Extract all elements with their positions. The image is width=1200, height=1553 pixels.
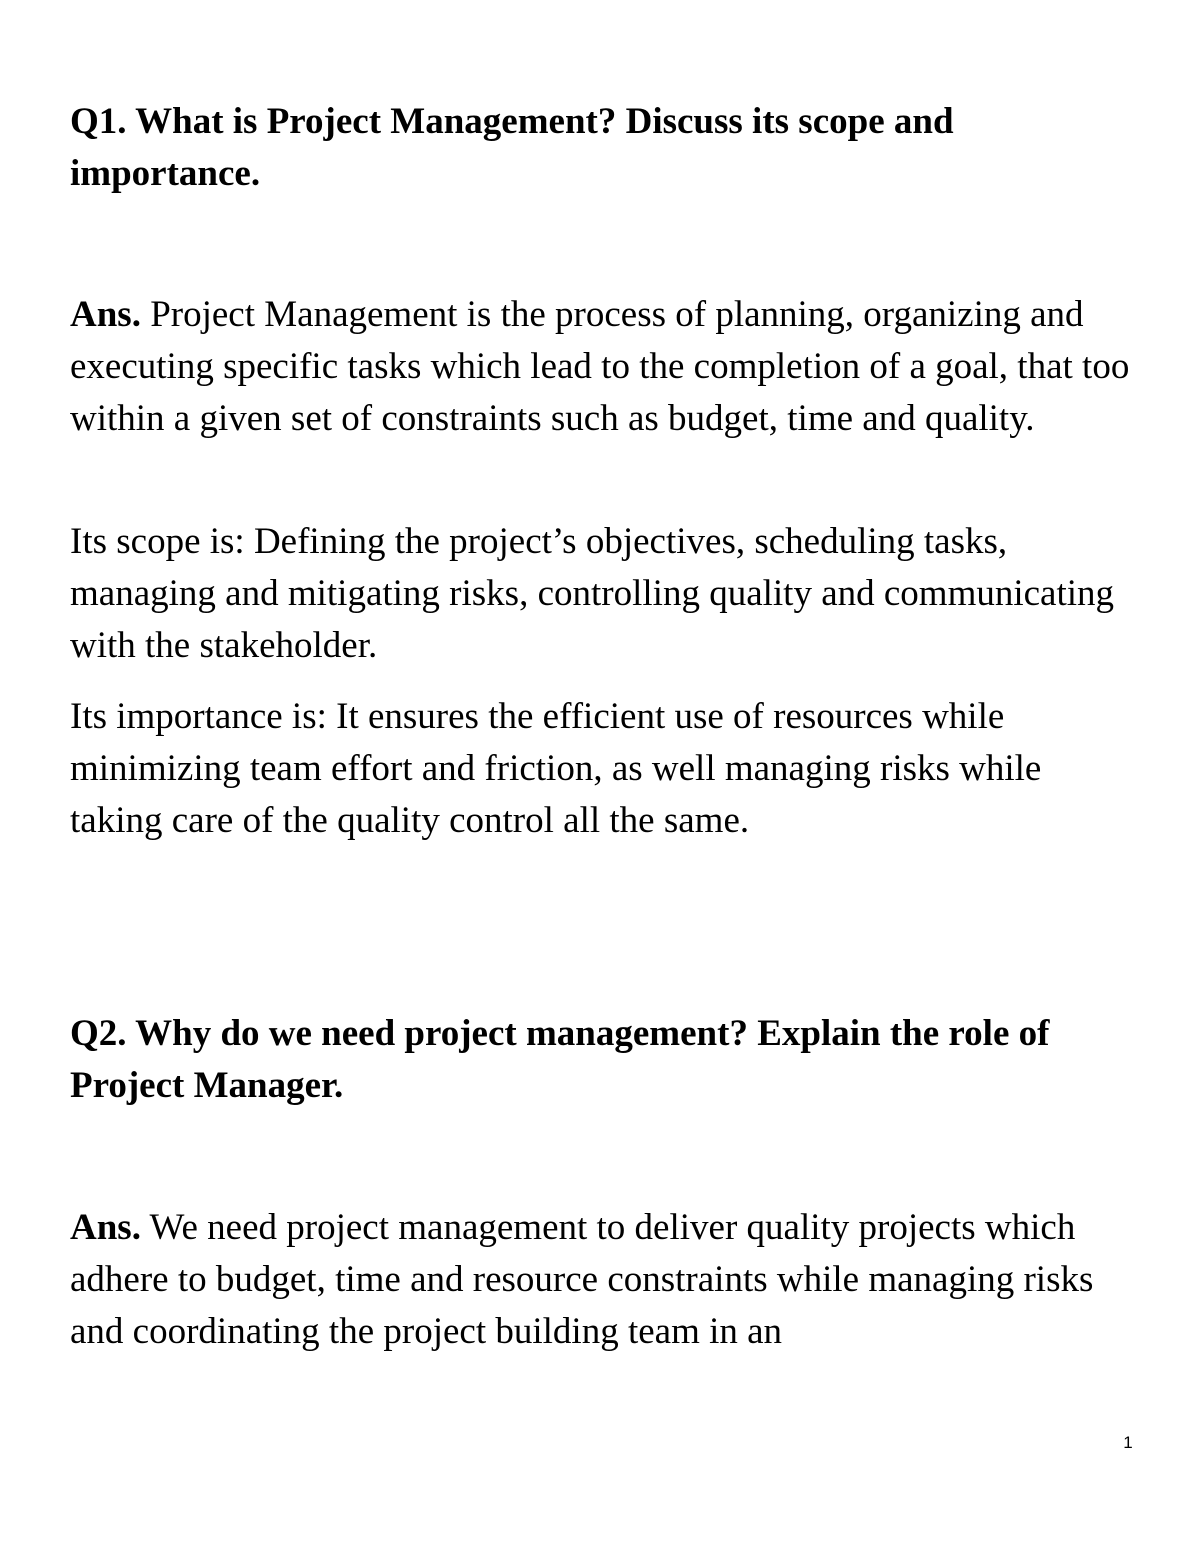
question-2-heading: Q2. Why do we need project management? Explain the role of Project Manager. xyxy=(70,1013,1050,1106)
scope-paragraph: Its scope is: Defining the project’s objectives, scheduling tasks, managing and mitigating risks, controlling quality and communicating with the stakeholder. xyxy=(70,521,1115,666)
answer-1-label: Ans. xyxy=(70,294,141,335)
answer-2-paragraph xyxy=(70,1202,1140,1358)
page-number: 1 xyxy=(1123,1433,1133,1452)
answer-2-text: We need project management to deliver quality projects which adhere to budget, time and resource constraints while managing risks and coordinating the project building team in an xyxy=(70,1207,1094,1352)
answer-2-label: Ans. xyxy=(70,1207,141,1248)
question-1-heading: Q1. What is Project Management? Discuss its scope and importance. xyxy=(70,101,954,194)
importance-paragraph: Its importance is: It ensures the efficient use of resources while minimizing team effort and friction, as well managing risks while taking care of the quality control all the same. xyxy=(70,696,1042,841)
answer-1-text: Project Management is the process of planning, organizing and executing specific tasks which lead to the completion of a goal, that too within a given set of constraints such as budget, time and quality. xyxy=(70,294,1130,439)
answer-1-paragraph xyxy=(70,289,1140,445)
